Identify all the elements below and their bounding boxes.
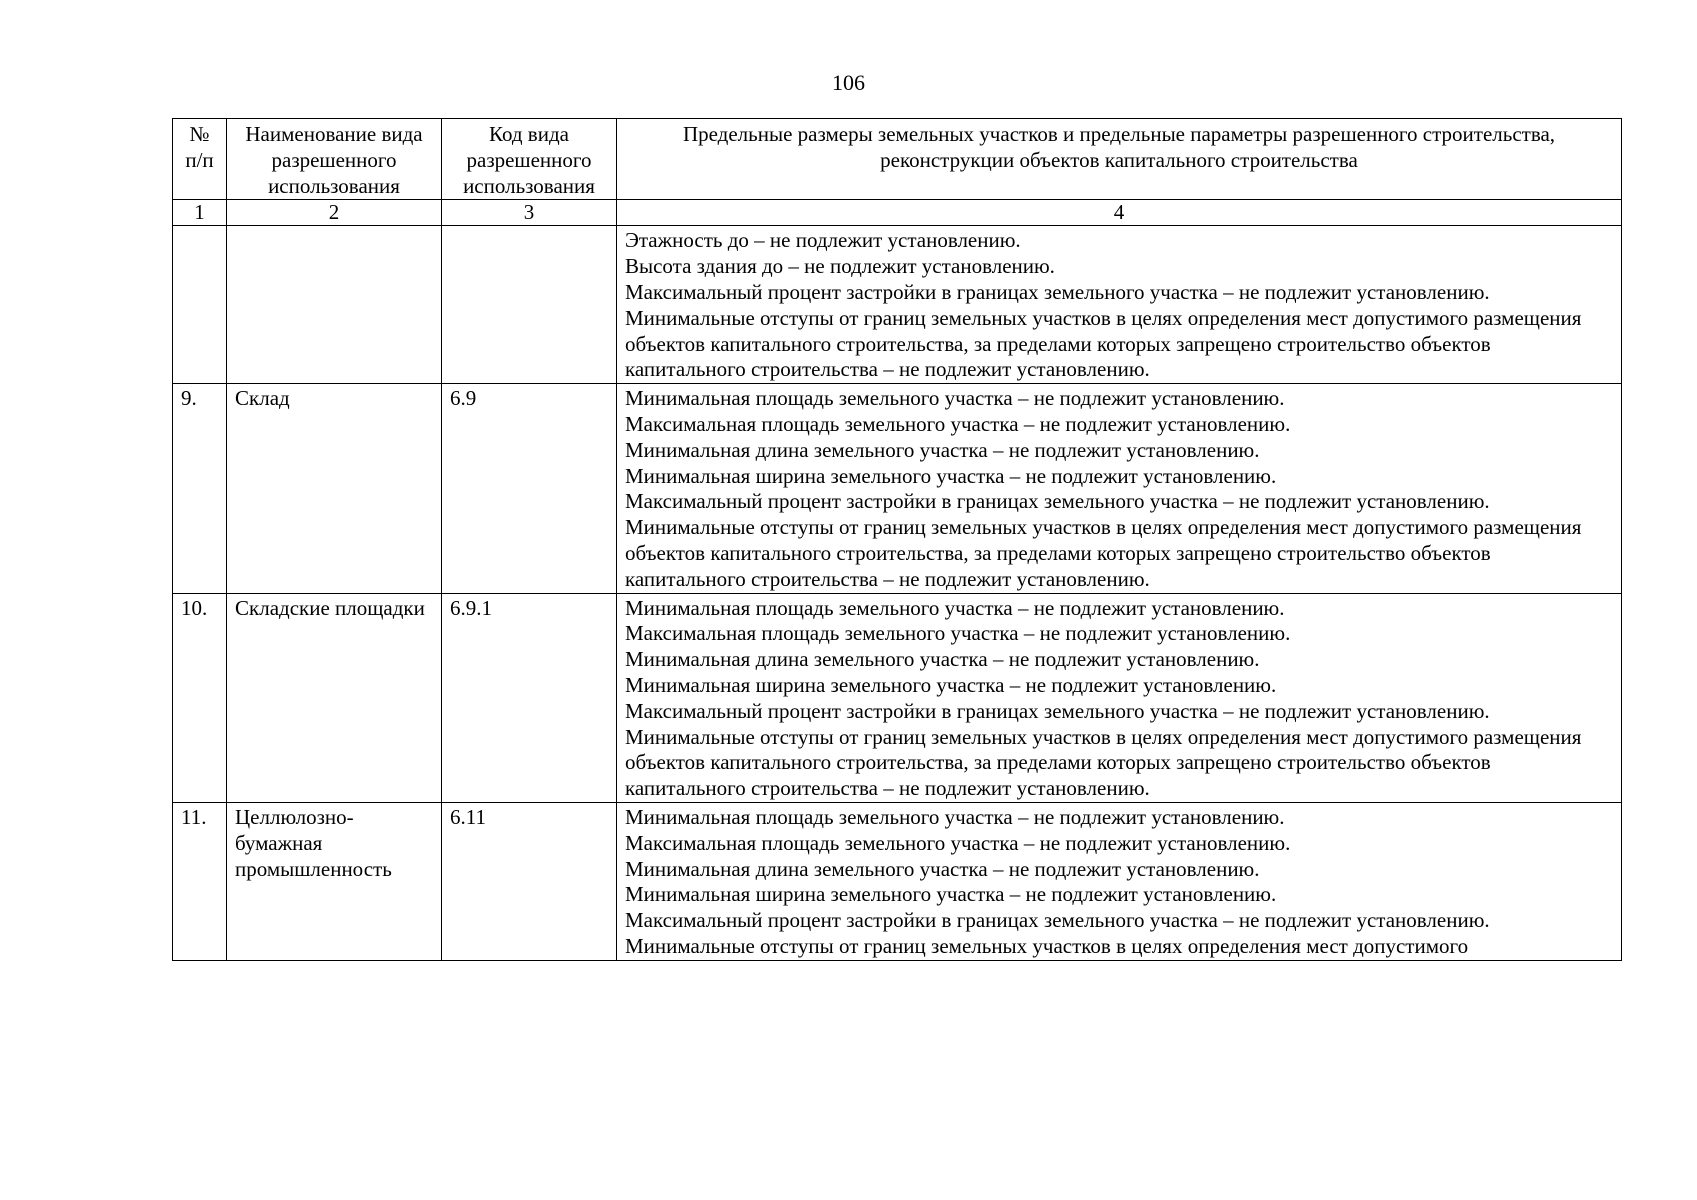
table-row (173, 802, 1622, 960)
use-name (227, 226, 442, 384)
row-number (173, 226, 227, 384)
table-row (173, 593, 1622, 802)
parameter-line: Минимальная длина земельного участка – не подлежит установлению. (625, 856, 1260, 881)
parameter-line: Максимальная площадь земельного участка – не подлежит установлению. (625, 621, 1291, 646)
parameter-line: Максимальная площадь земельного участка – не подлежит установлению. (625, 830, 1291, 855)
parameter-line: Минимальная площадь земельного участка – не подлежит установлению. (625, 804, 1285, 829)
parameter-line: Высота здания до – не подлежит установлению. (625, 254, 1055, 279)
column-number: 1 (173, 200, 227, 226)
use-code: 6.11 (442, 802, 617, 960)
parameter-line: Максимальный процент застройки в границах земельного участка – не подлежит установлению. (625, 698, 1490, 723)
parameter-line: Минимальные отступы от границ земельных участков в целях определения мест допустимого (625, 933, 1469, 958)
parameter-line: Максимальный процент застройки в границах земельного участка – не подлежит установлению. (625, 908, 1490, 933)
use-code: 6.9 (442, 384, 617, 593)
use-name: Складские площадки (227, 593, 442, 802)
header-use-name: Наименование вида разрешенного использования (227, 119, 442, 200)
parameter-line: Этажность до – не подлежит установлению. (625, 228, 1021, 253)
parameters-cell (617, 384, 1622, 593)
land-use-table (172, 118, 1622, 961)
table-row (173, 384, 1622, 593)
table-row (173, 226, 1622, 384)
page-number: 106 (832, 70, 865, 95)
use-name: Склад (227, 384, 442, 593)
parameter-line: Минимальные отступы от границ земельных участков в целях определения мест допустимого размещения объектов капитального строительства, за пределами которых запрещено строительство объектов капитального строительства – не подлежит установлению. (625, 724, 1582, 801)
parameter-line: Минимальные отступы от границ земельных участков в целях определения мест допустимого размещения объектов капитального строительства, за пределами которых запрещено строительство объектов капитального строительства – не подлежит установлению. (625, 305, 1582, 382)
parameters-cell (617, 226, 1622, 384)
column-number: 3 (442, 200, 617, 226)
table-header-row (173, 119, 1622, 200)
parameter-line: Минимальная ширина земельного участка – не подлежит установлению. (625, 463, 1277, 488)
column-number-row (173, 200, 1622, 226)
parameter-line: Минимальная площадь земельного участка – не подлежит установлению. (625, 595, 1285, 620)
parameters-cell (617, 802, 1622, 960)
parameter-line: Минимальная длина земельного участка – не подлежит установлению. (625, 437, 1260, 462)
parameter-line: Минимальная ширина земельного участка – не подлежит установлению. (625, 672, 1277, 697)
use-code (442, 226, 617, 384)
row-number: 10. (173, 593, 227, 802)
parameter-line: Максимальный процент застройки в границах земельного участка – не подлежит установлению. (625, 279, 1490, 304)
parameter-line: Минимальная ширина земельного участка – не подлежит установлению. (625, 882, 1277, 907)
parameter-line: Максимальный процент застройки в границах земельного участка – не подлежит установлению. (625, 489, 1490, 514)
column-number: 4 (617, 200, 1622, 226)
parameter-line: Максимальная площадь земельного участка – не подлежит установлению. (625, 411, 1291, 436)
header-use-code: Код вида разрешенного использования (442, 119, 617, 200)
parameter-line: Минимальные отступы от границ земельных участков в целях определения мест допустимого размещения объектов капитального строительства, за пределами которых запрещено строительство объектов капитального строительства – не подлежит установлению. (625, 515, 1582, 591)
parameter-line: Минимальная площадь земельного участка – не подлежит установлению. (625, 386, 1285, 411)
use-code: 6.9.1 (442, 593, 617, 802)
header-row-number: № п/п (173, 119, 227, 200)
parameters-cell (617, 593, 1622, 802)
header-parameters: Предельные размеры земельных участков и предельные параметры разрешенного строительства, реконструкции объектов капитального строительства (617, 119, 1622, 200)
row-number: 9. (173, 384, 227, 593)
row-number: 11. (173, 802, 227, 960)
use-name: Целлюлозно-бумажная промышленность (227, 802, 442, 960)
column-number: 2 (227, 200, 442, 226)
parameter-line: Минимальная длина земельного участка – не подлежит установлению. (625, 647, 1260, 672)
